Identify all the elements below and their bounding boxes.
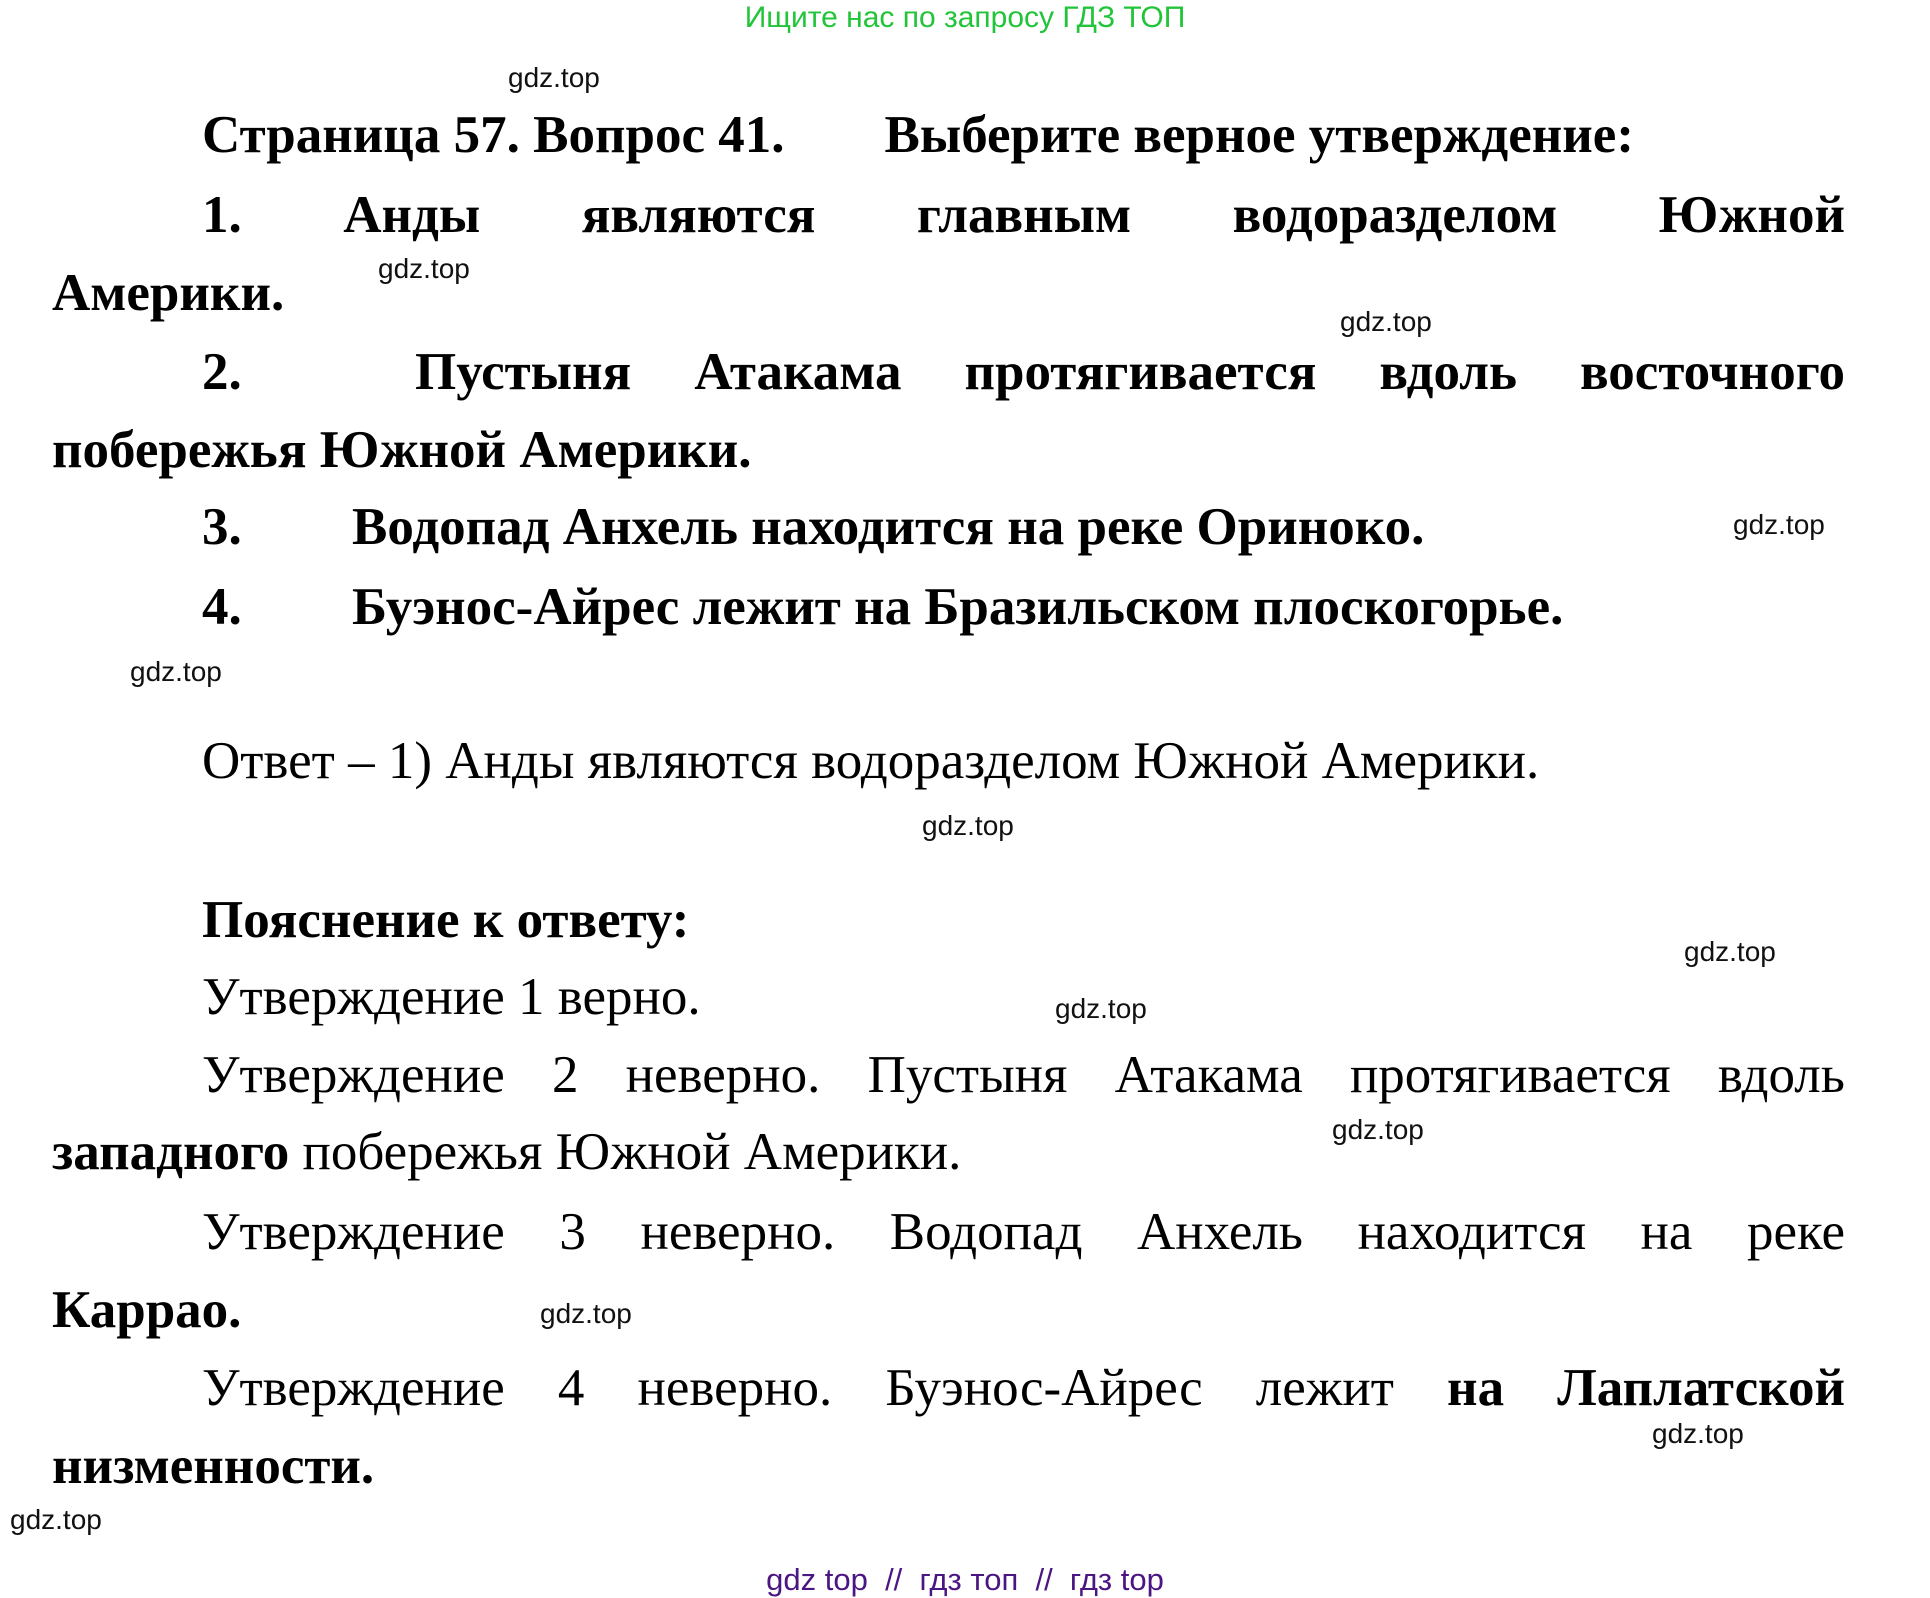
- word: Атакама: [1114, 1046, 1303, 1104]
- word: на: [1640, 1203, 1693, 1261]
- answer-line: Ответ – 1) Анды являются водоразделом Южной Америки.: [202, 732, 1540, 790]
- word: Анхель: [1137, 1203, 1303, 1261]
- word: 2: [551, 1046, 579, 1104]
- explanation-statement-2-line-1: [202, 1045, 1845, 1105]
- search-promo-banner: Ищите нас по запросу ГДЗ ТОП: [744, 1, 1186, 34]
- word: протягивается: [1349, 1046, 1671, 1104]
- watermark: gdz.top: [130, 656, 222, 687]
- explanation-statement-4-line-2: низменности.: [52, 1437, 375, 1495]
- watermark: gdz.top: [922, 810, 1014, 841]
- option-text: Водопад Анхель находится на реке Ориноко.: [352, 498, 1425, 556]
- explanation-statement-3-line-2: Каррао.: [52, 1281, 242, 1339]
- word: неверно.: [637, 1359, 833, 1417]
- watermark: gdz.top: [1055, 993, 1147, 1024]
- word: главным: [916, 186, 1132, 244]
- watermark: gdz.top: [1733, 509, 1825, 540]
- word: Анды: [343, 186, 481, 244]
- word: восточного: [1580, 343, 1845, 401]
- word: Утверждение: [202, 1046, 505, 1104]
- option-2-line-1: [202, 342, 1845, 402]
- word: Пустыня: [867, 1046, 1068, 1104]
- explanation-statement-2-line-2: [52, 1122, 961, 1182]
- word: неверно.: [625, 1046, 821, 1104]
- word: лежит: [1255, 1359, 1394, 1417]
- emphasis-word: Лаплатской: [1557, 1359, 1845, 1417]
- watermark: gdz.top: [1332, 1114, 1424, 1145]
- option-1-line-1: [202, 185, 1845, 245]
- option-number: 1.: [202, 186, 242, 244]
- option-4: [202, 577, 1563, 637]
- word: вдоль: [1379, 343, 1518, 401]
- word: Утверждение: [202, 1203, 505, 1261]
- explanation-statement-3-line-1: [202, 1202, 1845, 1262]
- word: являются: [581, 186, 816, 244]
- watermark: gdz.top: [1340, 306, 1432, 337]
- option-2-line-2: побережья Южной Америки.: [52, 421, 752, 479]
- option-number: 3.: [202, 498, 242, 556]
- option-number: 4.: [202, 578, 242, 636]
- word: вдоль: [1717, 1046, 1845, 1104]
- word: неверно.: [640, 1203, 836, 1261]
- watermark: gdz.top: [1652, 1418, 1744, 1449]
- word: водоразделом: [1232, 186, 1558, 244]
- word: Пустыня: [414, 343, 632, 401]
- option-1-line-2: Америки.: [52, 264, 285, 322]
- watermark: gdz.top: [378, 253, 470, 284]
- word: Атакама: [694, 343, 902, 401]
- question-prompt: Выберите верное утверждение:: [884, 106, 1634, 164]
- word: находится: [1357, 1203, 1586, 1261]
- watermark: gdz.top: [540, 1298, 632, 1329]
- word: Буэнос-Айрес: [885, 1359, 1203, 1417]
- option-text: Буэнос-Айрес лежит на Бразильском плоскогорье.: [352, 578, 1564, 636]
- emphasis-word: на: [1447, 1359, 1505, 1417]
- watermark: gdz.top: [1684, 936, 1776, 967]
- word: 4: [557, 1359, 585, 1417]
- word: Утверждение: [202, 1359, 505, 1417]
- explanation-statement-1: Утверждение 1 верно.: [202, 968, 701, 1026]
- watermark: gdz.top: [508, 62, 600, 93]
- word: Южной: [1658, 186, 1845, 244]
- word: 3: [559, 1203, 586, 1261]
- option-number: 2.: [202, 343, 242, 401]
- word: реке: [1747, 1203, 1845, 1261]
- page-question-label: Страница 57. Вопрос 41.: [202, 106, 785, 164]
- statement-text: побережья Южной Америки.: [289, 1123, 962, 1181]
- word: Водопад: [889, 1203, 1083, 1261]
- page-question-title: [202, 105, 1634, 165]
- watermark: gdz.top: [10, 1504, 102, 1535]
- explanation-statement-4-line-1: [202, 1358, 1845, 1418]
- explanation-heading: Пояснение к ответу:: [202, 891, 690, 949]
- footer-brand-links: gdz top // гдз топ // гдз top: [766, 1562, 1164, 1597]
- option-3: [202, 497, 1424, 557]
- emphasis-correction: западного: [52, 1123, 290, 1181]
- word: протягивается: [964, 343, 1317, 401]
